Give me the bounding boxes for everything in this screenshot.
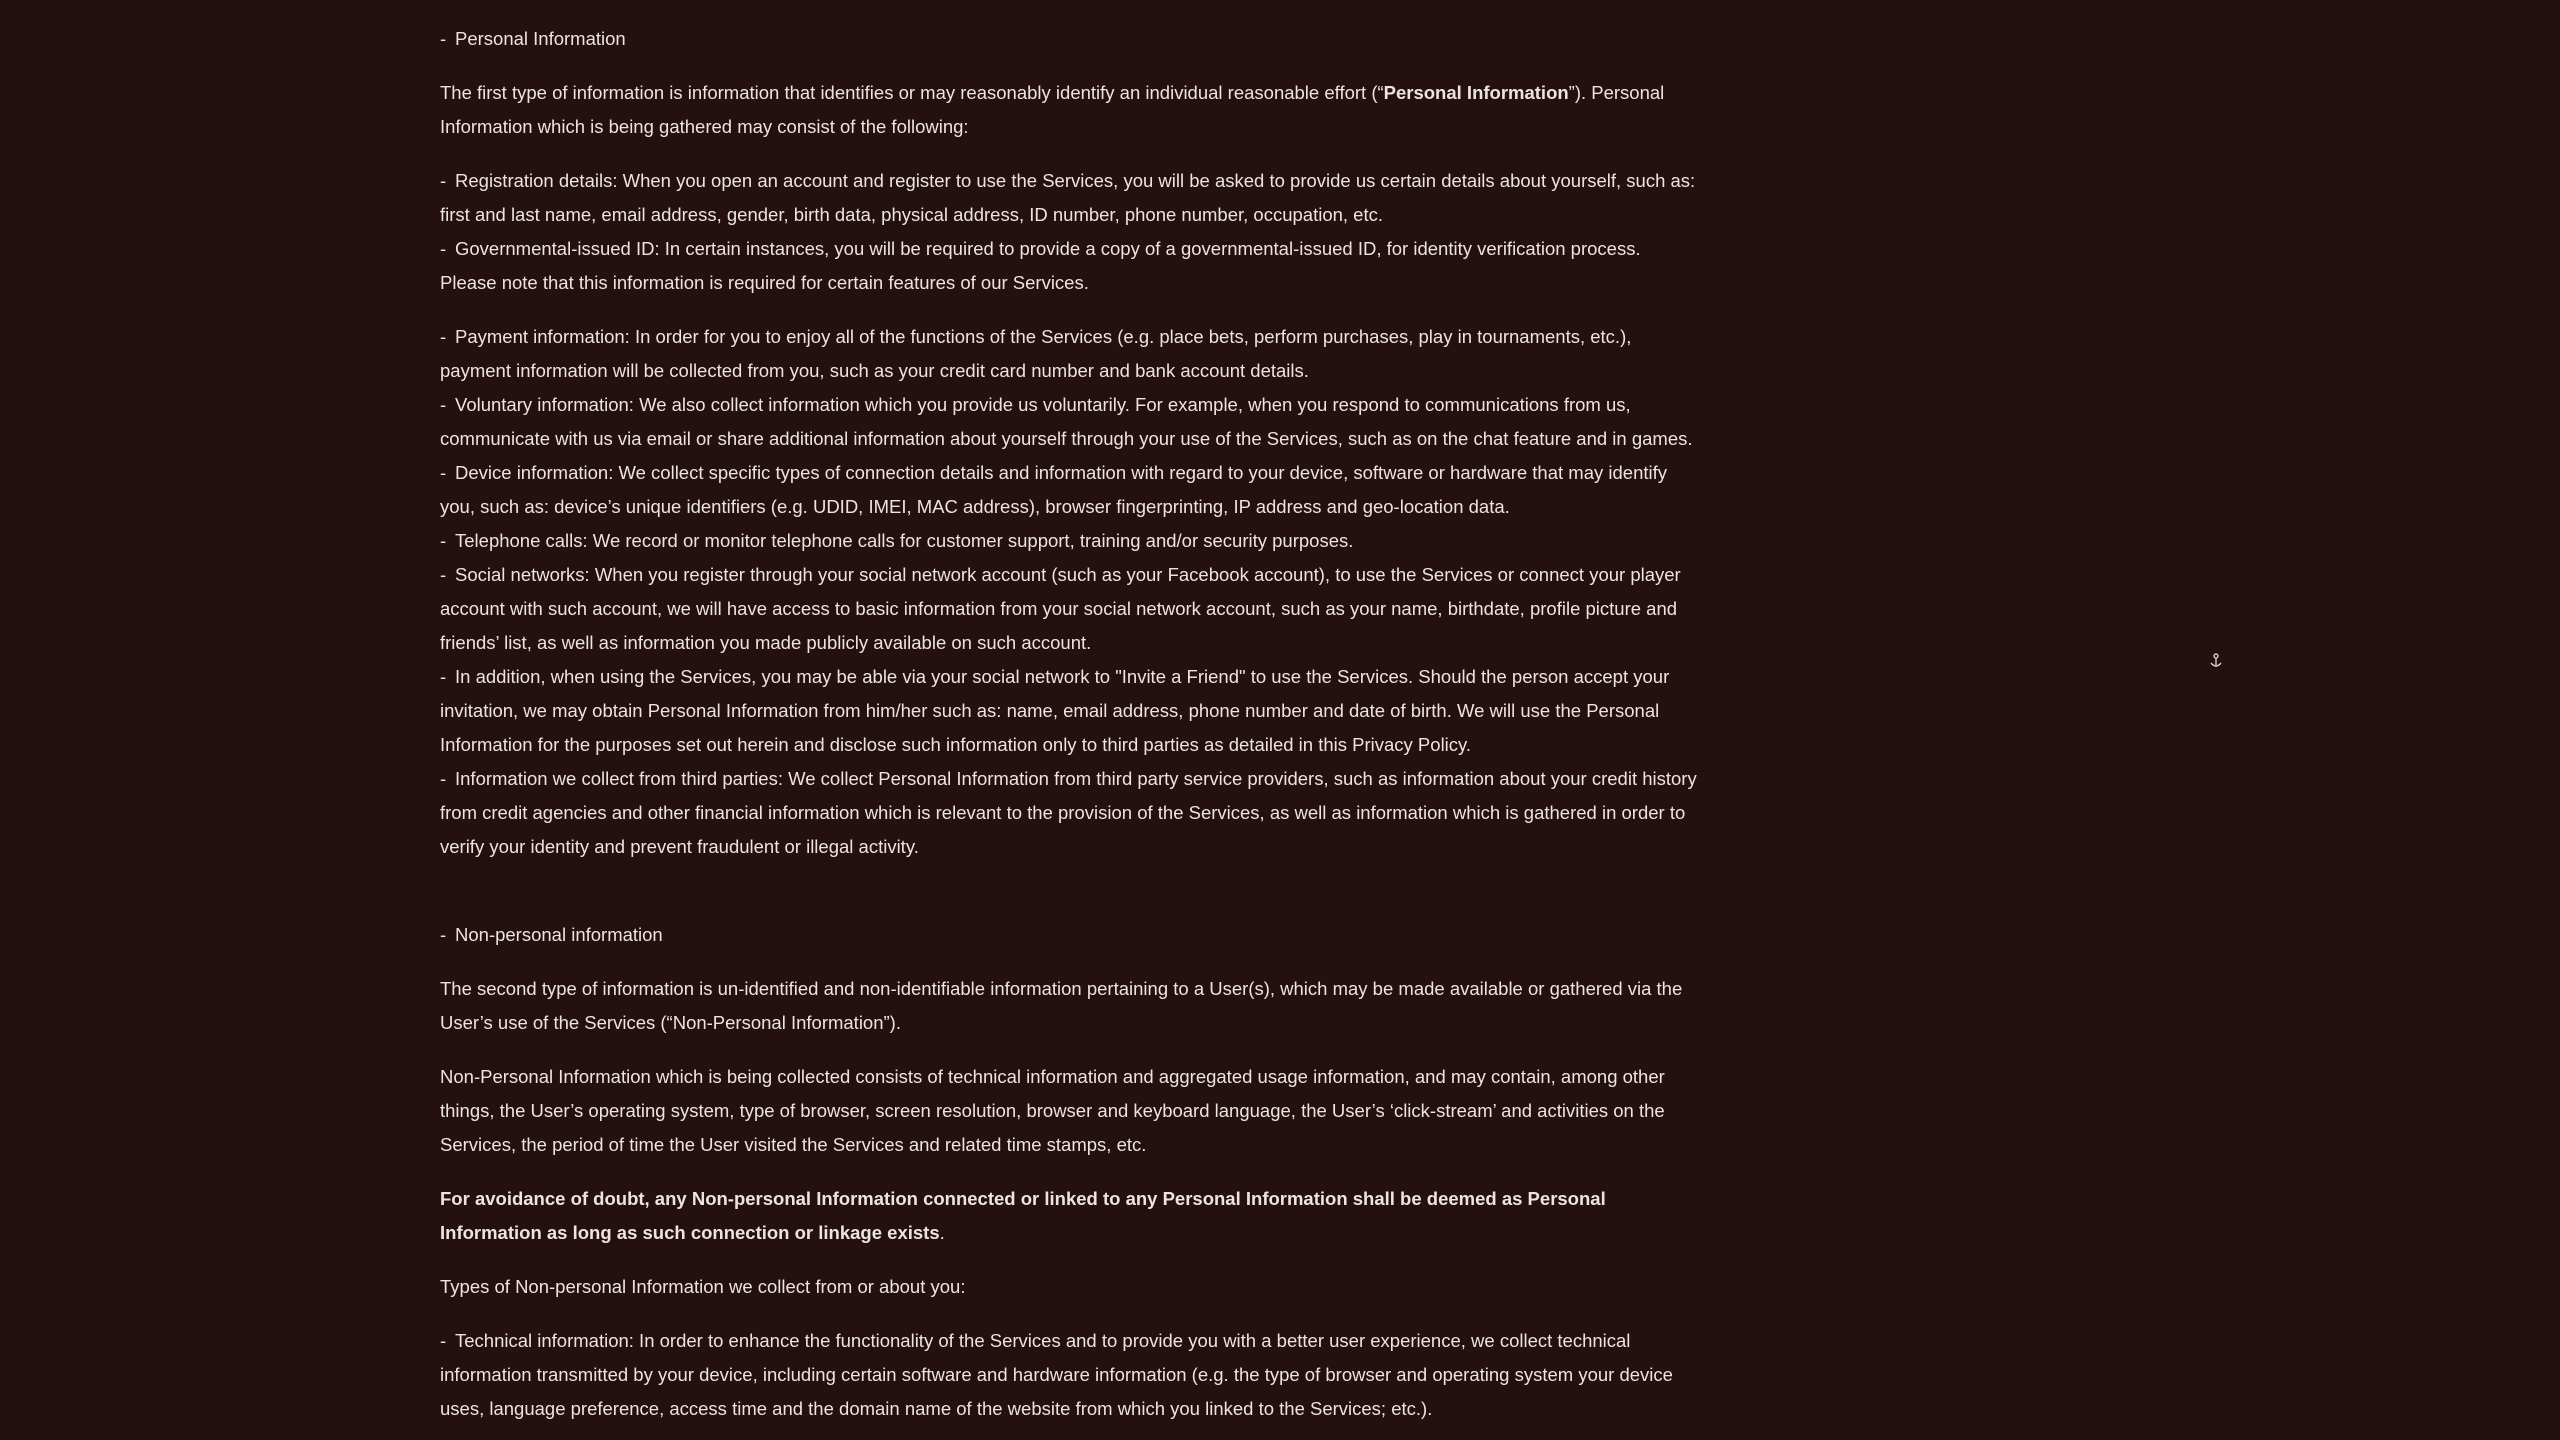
list-item-payment: - Payment information: In order for you to enjoy all of the functions of the Services (e.g. place bets, perform purchases, play in tournaments, etc.), payment information will be collected from you, such as your credit card number and bank account details. [440, 320, 1700, 388]
list-item-technical: - Technical information: In order to enhance the functionality of the Services and to provide you with a better user experience, we collect technical information transmitted by your device, including certain software and hardware information (e.g. the type of browser and operating system your device uses, language preference, access time and the domain name of the website from which you linked to the Services; etc.). [440, 1324, 1700, 1426]
personal-info-intro: The first type of information is information that identifies or may reasonably identify an individual reasonable effort (“Personal Information”). Personal Information which is being gathered may consist of the following: [440, 82, 1665, 137]
non-personal-info-intro: The second type of information is un-identified and non-identifiable information pertaining to a User(s), which may be made available or gathered via the User’s use of the Services (“Non-Personal Information”). [440, 978, 1683, 1033]
list-item-third-parties: - Information we collect from third parties: We collect Personal Information from third party service providers, such as information about your credit history from credit agencies and other financial information which is relevant to the provision of the Services, as well as information which is gathered in order to verify your identity and prevent fraudulent or illegal activity. [440, 762, 1700, 864]
avoidance-of-doubt-notice: For avoidance of doubt, any Non-personal Information connected or linked to any Personal Information shall be deemed as Personal Information as long as such connection or linkage exists. [440, 1188, 1606, 1243]
list-item-registration: - Registration details: When you open an account and register to use the Services, you will be asked to provide us certain details about yourself, such as: first and last name, email address, gender, birth data, physical address, ID number, phone number, occupation, etc. [440, 164, 1700, 232]
list-dash: - [440, 530, 447, 551]
list-dash: - [440, 564, 447, 585]
list-dash: - [440, 924, 447, 945]
list-dash: - [440, 768, 447, 789]
non-personal-info-details: Non-Personal Information which is being collected consists of technical information and aggregated usage information, and may contain, among other things, the User’s operating system, type of browser, screen resolution, browser and keyboard language, the User’s ‘click-stream’ and activities on the Services, the period of time the User visited the Services and related time stamps, etc. [440, 1066, 1665, 1155]
list-dash: - [440, 170, 447, 191]
list-item-device: - Device information: We collect specific types of connection details and information with regard to your device, software or hardware that may identify you, such as: device’s unique identifiers (e.g. UDID, IMEI, MAC address), browser fingerprinting, IP address and geo-location data. [440, 456, 1700, 524]
list-dash: - [440, 462, 447, 483]
list-dash: - [440, 238, 447, 259]
personal-info-heading: - Personal Information [440, 22, 1700, 56]
list-dash: - [440, 326, 447, 347]
types-intro: Types of Non-personal Information we collect from or about you: [440, 1276, 966, 1297]
list-item-invite-friend: - In addition, when using the Services, you may be able via your social network to "Invite a Friend" to use the Services. Should the person accept your invitation, we may obtain Personal Information from him/her such as: name, email address, phone number and date of birth. We will use the Personal Information for the purposes set out herein and disclose such information only to third parties as detailed in this Privacy Policy. [440, 660, 1700, 762]
scroll-anchor-icon [2209, 653, 2223, 669]
list-dash: - [440, 666, 447, 687]
list-item-telephone: - Telephone calls: We record or monitor telephone calls for customer support, training and/or security purposes. [440, 524, 1700, 558]
list-dash: - [440, 28, 447, 49]
document-body [440, 22, 1700, 1426]
non-personal-info-heading: - Non-personal information [440, 918, 1700, 952]
list-dash: - [440, 394, 447, 415]
personal-info-term: Personal Information [1383, 82, 1569, 103]
list-item-social-networks: - Social networks: When you register through your social network account (such as your Facebook account), to use the Services or connect your player account with such account, we will have access to basic information from your social network account, such as your name, birthdate, profile picture and friends’ list, as well as information you made publicly available on such account. [440, 558, 1700, 660]
list-item-voluntary: - Voluntary information: We also collect information which you provide us voluntarily. For example, when you respond to communications from us, communicate with us via email or share additional information about yourself through your use of the Services, such as on the chat feature and in games. [440, 388, 1700, 456]
list-dash: - [440, 1330, 447, 1351]
list-item-government-id: - Governmental-issued ID: In certain instances, you will be required to provide a copy of a governmental-issued ID, for identity verification process. Please note that this information is required for certain features of our Services. [440, 232, 1700, 300]
